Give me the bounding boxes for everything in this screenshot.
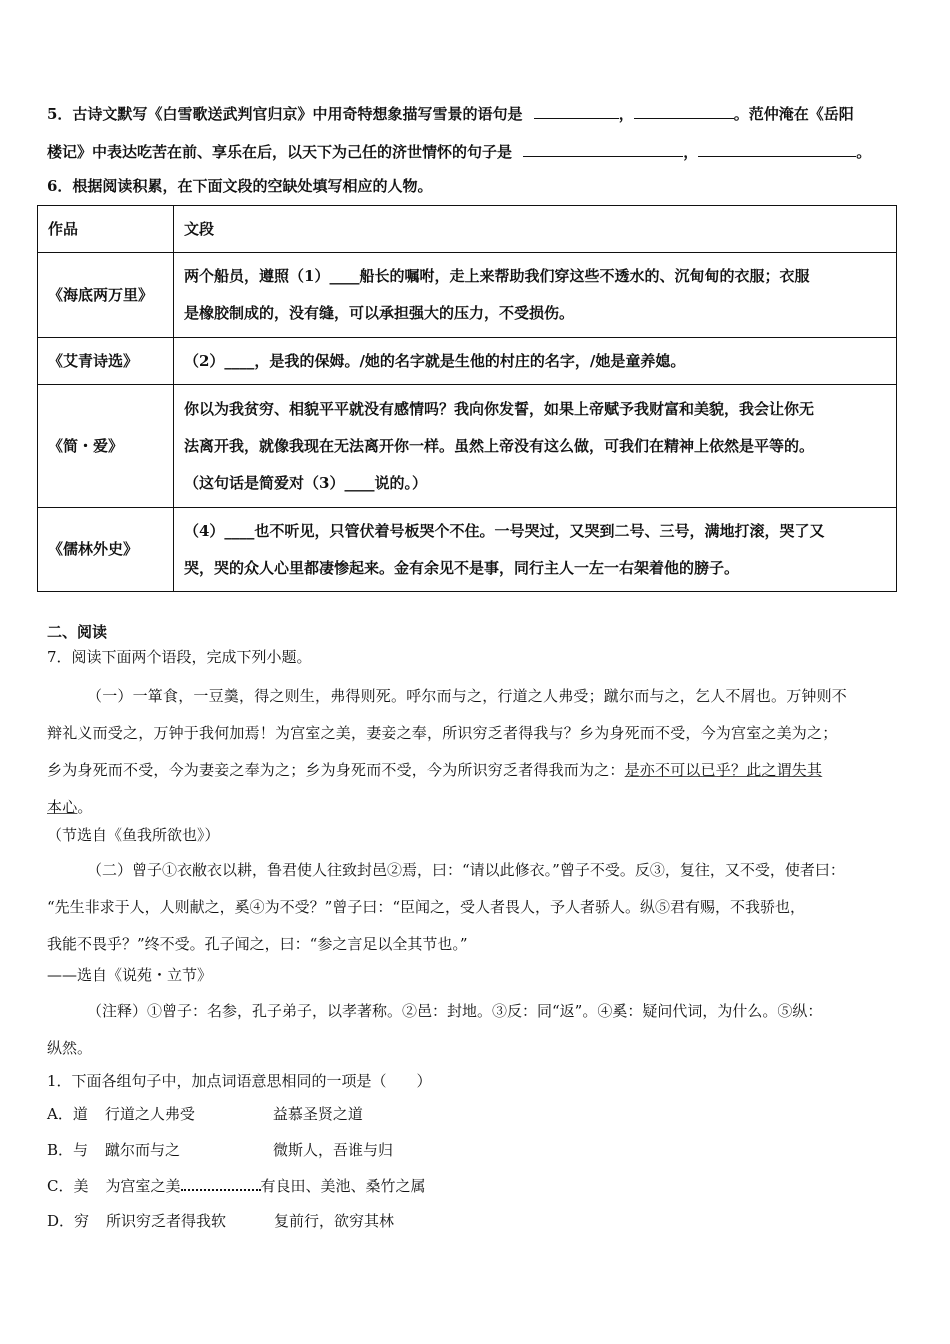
section-title: 二、阅读 — [47, 623, 108, 641]
work-title: 《简・爱》 — [38, 385, 174, 508]
option-word: 美 — [73, 1177, 89, 1195]
table-row — [38, 338, 897, 385]
passage-line: 法离开我，就像我现在无法离开你一样。虽然上帝没有这么做，可我们在精神上依然是平等的。 — [184, 436, 815, 455]
work-title: 《儒林外史》 — [38, 508, 174, 592]
source-2: ——选自《说苑・立节》 — [47, 966, 213, 984]
question-7-prompt: 7．阅读下面两个语段，完成下列小题。 — [47, 648, 312, 666]
passage-line: （2）____，是我的保姆。/她的名字就是生他的村庄的名字，/她是童养媳。 — [184, 351, 686, 370]
option-sentence-a: 为宫室之美 — [105, 1177, 181, 1195]
passage-line: 我能不畏乎？”终不受。孔子闻之，曰：“参之言足以全其节也。” — [47, 935, 468, 953]
passage — [174, 385, 897, 508]
passage-line: （4）____也不听见，只管伏着号板哭个不住。一号哭过，又哭到二号、三号，满地打滚，哭了又 — [184, 521, 825, 540]
passage-line: 辩礼义而受之，万钟于我何加焉！为宫室之美，妻妾之奉，所识穷乏者得我与？乡为身死而不受，今为宫室之美为之； — [47, 724, 838, 742]
passage-line: 你以为我贫穷、相貌平平就没有感情吗？我向你发誓，如果上帝赋予我财富和美貌，我会让你无 — [184, 399, 815, 418]
header-work: 作品 — [38, 206, 174, 253]
option-sentence-a: 所识穷乏者得我软 — [106, 1212, 227, 1230]
passage-line: （这句话是简爱对（3）____说的。） — [184, 473, 427, 492]
passage-text: 乡为身死而不受，今为妻妾之奉为之；乡为身死而不受，今为所识穷乏者得我而为之： — [47, 761, 625, 779]
passage-line: 哭，哭的众人心里都凄惨起来。金有余见不是事，同行主人一左一右架着他的膀子。 — [184, 558, 740, 577]
option-d[interactable] — [47, 1210, 394, 1231]
passage-line: 两个船员，遵照（1）____船长的嘱咐，走上来帮助我们穿这些不透水的、沉甸甸的衣服；衣服 — [184, 267, 810, 285]
notes-line: （注释）①曾子：名参，孔子弟子，以孝著称。②邑：封地。③反：同“返”。④奚：疑问代词，为什么。⑤纵： — [87, 1002, 823, 1020]
comma: ， — [618, 105, 634, 123]
notes — [47, 993, 822, 1067]
table-row — [38, 253, 897, 338]
passage-line: 是橡胶制成的，没有缝，可以承担强大的压力，不受损伤。 — [184, 304, 575, 322]
q5-text: 。 — [856, 143, 872, 161]
q5-text: 。范仲淹在《岳阳 — [733, 105, 854, 123]
option-sentence-b: 微斯人，吾谁与归 — [273, 1141, 394, 1159]
option-word: 穷 — [74, 1212, 90, 1230]
works-table — [37, 205, 897, 592]
option-sentence-b: 有良田、美池、桑竹之属 — [260, 1177, 426, 1195]
passage-text: 。 — [77, 798, 93, 816]
option-letter: B． — [47, 1141, 74, 1159]
question-5-line-1 — [47, 103, 854, 124]
option-letter: D． — [47, 1212, 75, 1230]
underlined-sentence: 本心 — [47, 798, 78, 816]
q5-text: 楼记》中表达吃苦在前、享乐在后，以天下为己任的济世情怀的句子是 — [47, 143, 513, 161]
option-letter: C． — [47, 1177, 74, 1195]
option-sentence-a: 行道之人弗受 — [104, 1105, 195, 1123]
option-sentence-b: 复前行，欲穷其林 — [274, 1212, 395, 1230]
source-1: （节选自《鱼我所欲也》） — [47, 826, 220, 844]
q5-text: 5．古诗文默写《白雪歌送武判官归京》中用奇特想象描写雪景的语句是 — [47, 105, 523, 123]
header-passage: 文段 — [174, 206, 897, 253]
passage-line: （一）一箪食，一豆羹，得之则生，弗得则死。呼尔而与之，行道之人弗受；蹴尔而与之，乞人不屑也。万钟则不 — [87, 687, 848, 705]
comma: ， — [683, 143, 699, 161]
option-letter: A． — [47, 1105, 73, 1123]
passage — [174, 508, 897, 592]
passage-line — [47, 752, 847, 789]
option-word: 与 — [73, 1141, 89, 1159]
passage-line — [47, 789, 847, 826]
work-title: 《海底两万里》 — [38, 253, 174, 338]
table-header-row — [38, 206, 897, 253]
table-row — [38, 385, 897, 508]
notes-line: 纵然。 — [47, 1039, 93, 1057]
passage-1 — [47, 678, 847, 826]
question-6-prompt: 6．根据阅读积累，在下面文段的空缺处填写相应的人物。 — [47, 177, 433, 195]
option-a[interactable] — [47, 1103, 363, 1124]
passage-line: “先生非求于人，人则献之，奚④为不受？”曾子曰：“臣闻之，受人者畏人，予人者骄人。纵⑤君有赐，不我骄也， — [47, 898, 806, 916]
passage-2 — [47, 852, 845, 963]
answer-blank[interactable] — [534, 104, 619, 119]
answer-blank[interactable] — [698, 142, 856, 157]
option-b[interactable] — [47, 1139, 393, 1160]
work-title: 《艾青诗选》 — [38, 338, 174, 385]
option-sentence-b: 益慕圣贤之道 — [272, 1105, 363, 1123]
question-5-line-2 — [47, 141, 871, 162]
passage-line: （二）曾子①衣敝衣以耕，鲁君使人往致封邑②焉，曰：“请以此修衣。”曾子不受。反③，复往，又不受，使者曰： — [87, 861, 845, 879]
answer-blank[interactable] — [523, 142, 683, 157]
emphasis-dots — [181, 1177, 261, 1191]
underlined-sentence: 是亦不可以已乎？此之谓失其 — [624, 761, 823, 779]
answer-blank[interactable] — [634, 104, 734, 119]
sub-question-1: 1．下面各组句子中，加点词语意思相同的一项是（ ） — [47, 1072, 432, 1090]
option-word: 道 — [72, 1105, 88, 1123]
option-c[interactable] — [47, 1175, 426, 1196]
option-sentence-a: 蹴尔而与之 — [105, 1141, 181, 1159]
passage — [174, 253, 897, 338]
passage — [174, 338, 897, 385]
table-row — [38, 508, 897, 592]
